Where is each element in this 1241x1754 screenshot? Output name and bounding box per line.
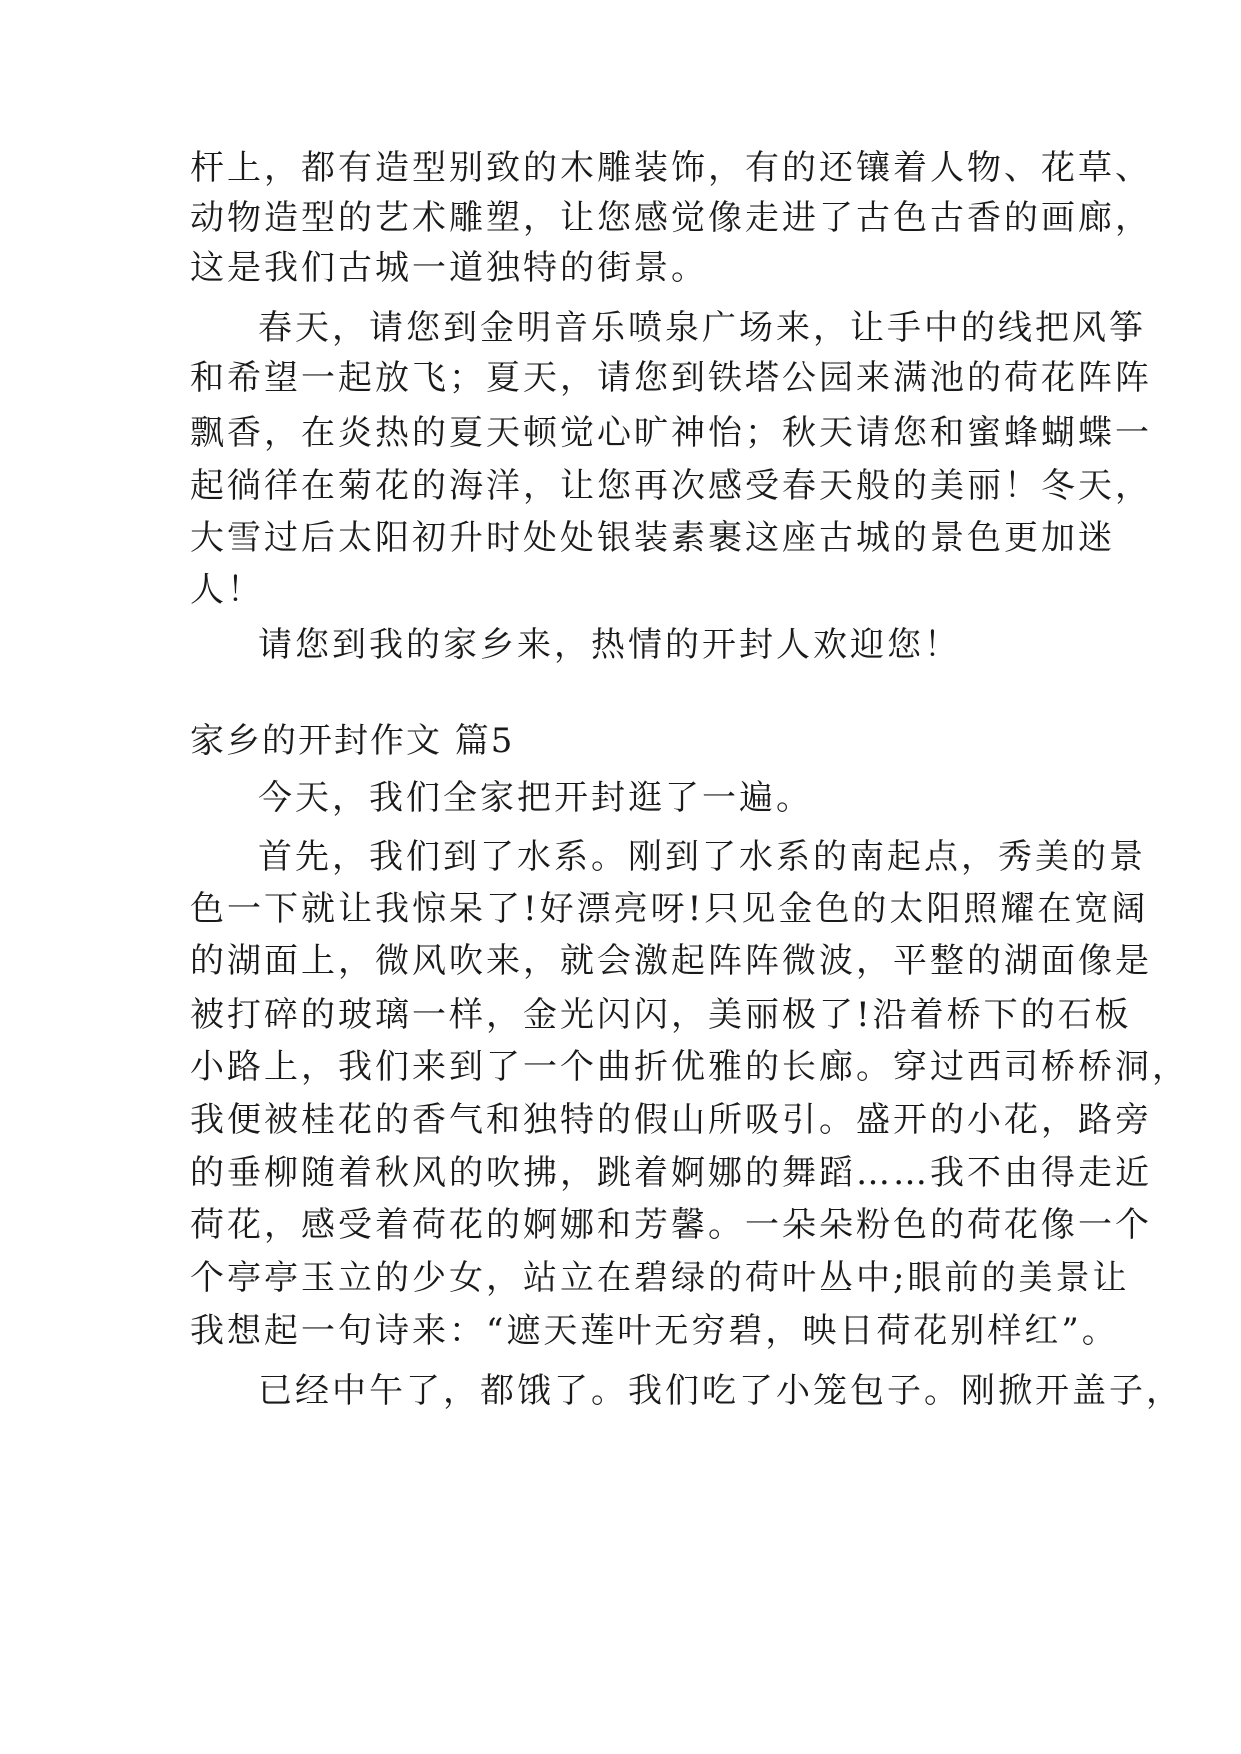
text-line: 小路上，我们来到了一个曲折优雅的长廊。穿过西司桥桥洞， — [190, 1047, 1189, 1087]
text-line: 这是我们古城一道独特的街景。 — [190, 248, 708, 288]
text-line: 的垂柳随着秋风的吹拂，跳着婀娜的舞蹈……我不由得走近 — [190, 1153, 1152, 1193]
paragraph-first-line: 请您到我的家乡来，热情的开封人欢迎您！ — [258, 625, 961, 665]
paragraph-first-line: 已经中午了，都饿了。我们吃了小笼包子。刚掀开盖子， — [258, 1371, 1183, 1411]
paragraph-first-line: 首先，我们到了水系。刚到了水系的南起点，秀美的景 — [258, 837, 1146, 877]
essay-title: 家乡的开封作文 篇5 — [190, 721, 515, 761]
paragraph-first-line: 春天，请您到金明音乐喷泉广场来，让手中的线把风筝 — [258, 308, 1146, 348]
text-line: 飘香，在炎热的夏天顿觉心旷神怡；秋天请您和蜜蜂蝴蝶一 — [190, 413, 1152, 453]
paragraph-first-line: 今天，我们全家把开封逛了一遍。 — [258, 778, 813, 818]
text-line: 的湖面上，微风吹来，就会激起阵阵微波，平整的湖面像是 — [190, 941, 1152, 981]
text-line: 个亭亭玉立的少女，站立在碧绿的荷叶丛中;眼前的美景让 — [190, 1258, 1130, 1298]
text-line: 动物造型的艺术雕塑，让您感觉像走进了古色古香的画廊， — [190, 198, 1152, 238]
text-line: 杆上，都有造型别致的木雕装饰，有的还镶着人物、花草、 — [190, 148, 1152, 188]
text-line: 我便被桂花的香气和独特的假山所吸引。盛开的小花，路旁 — [190, 1100, 1152, 1140]
text-line: 被打碎的玻璃一样，金光闪闪，美丽极了!沿着桥下的石板 — [190, 995, 1132, 1035]
text-line: 人！ — [190, 570, 264, 610]
text-line: 大雪过后太阳初升时处处银装素裹这座古城的景色更加迷 — [190, 518, 1115, 558]
text-line: 起徜徉在菊花的海洋，让您再次感受春天般的美丽！冬天， — [190, 466, 1152, 506]
text-line: 荷花，感受着荷花的婀娜和芳馨。一朵朵粉色的荷花像一个 — [190, 1205, 1152, 1245]
text-line: 和希望一起放飞；夏天，请您到铁塔公园来满池的荷花阵阵 — [190, 358, 1152, 398]
text-line: 我想起一句诗来：“遮天莲叶无穷碧，映日荷花别样红”。 — [190, 1311, 1119, 1351]
text-line: 色一下就让我惊呆了!好漂亮呀!只见金色的太阳照耀在宽阔 — [190, 889, 1149, 929]
